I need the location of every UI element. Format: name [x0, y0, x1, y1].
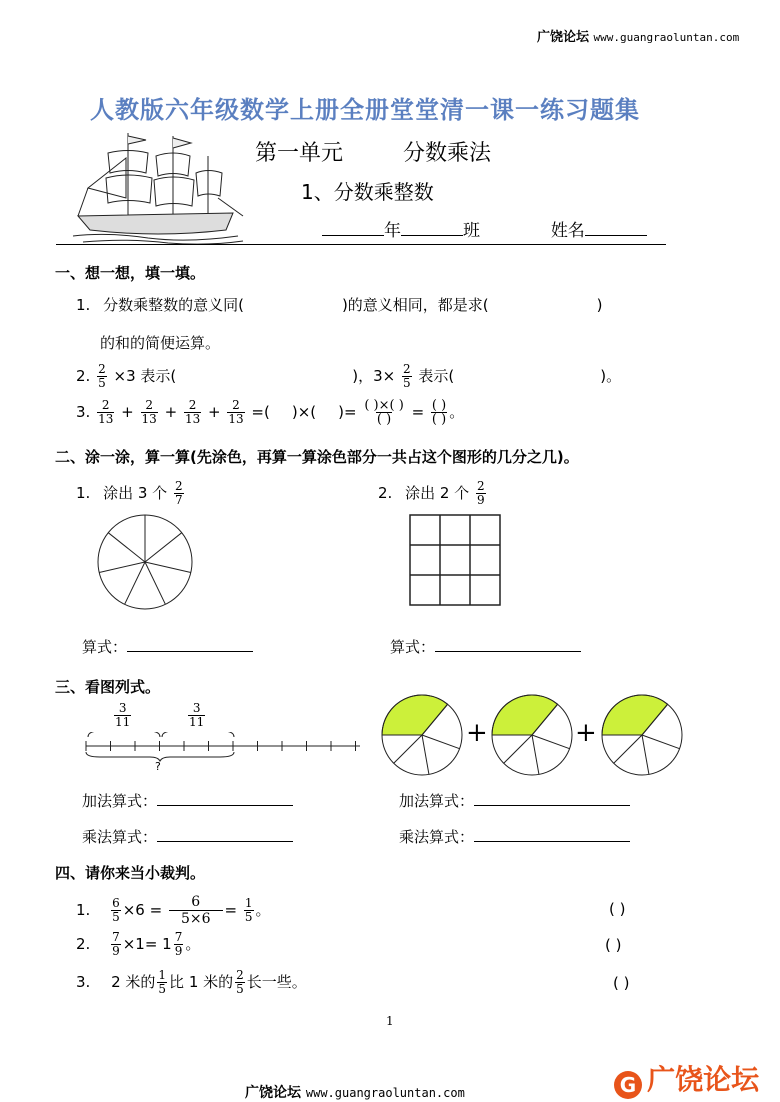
answer-fraction[interactable]: $\frac{( )}{( )}$ [431, 398, 447, 427]
year-label: 年 [384, 221, 401, 241]
fraction: $\frac{2}{13}$ [141, 398, 157, 426]
section2-heading: 二、涂一涂，算一算(先涂色，再算一算涂色部分一共占这个图形的几分之几)。 [55, 448, 579, 466]
logo-text: 广饶论坛 [647, 1063, 760, 1096]
s4-q1-judge[interactable]: ( ) [609, 900, 626, 918]
footer-logo[interactable] [614, 1058, 759, 1099]
pie-divider [532, 735, 539, 774]
number-line [80, 732, 370, 766]
plus-sign: + [466, 718, 488, 748]
s2-formula-left: 算式： [82, 636, 253, 657]
answer-line[interactable] [127, 651, 253, 652]
header-site [537, 26, 739, 45]
s1-q2-text-d: )。 [600, 367, 622, 385]
shaded-circles [380, 690, 690, 780]
pie-divider [614, 735, 642, 763]
s4-q1: 1. $\frac{6}{5}$ ×6 = $\frac{6}{5\times 6}$ = $\frac{1}{5}$ 。 [76, 894, 271, 927]
fraction: $\frac{2}{5}$ [403, 362, 411, 390]
q-number: 3. [76, 973, 91, 991]
footer-site [245, 1082, 465, 1102]
answer-fraction[interactable]: $\frac{( )\times( )}{( )}$ [364, 398, 404, 427]
sector-divider [145, 562, 191, 572]
unit-heading [255, 136, 491, 167]
class-label: 班 [463, 221, 480, 241]
header-divider [56, 244, 666, 245]
pie-divider [504, 735, 532, 763]
answer-line[interactable] [474, 805, 630, 806]
q-number: 2. [76, 935, 91, 953]
pie-divider [642, 735, 649, 774]
section1-heading: 一、想一想，填一填。 [55, 264, 206, 282]
s3-mul-right: 乘法算式： [399, 826, 630, 847]
name-label: 姓名 [550, 221, 585, 241]
answer-line[interactable] [435, 651, 581, 652]
answer-line[interactable] [474, 841, 630, 842]
fraction: $\frac{2}{13}$ [228, 398, 244, 426]
s4-q2-judge[interactable]: ( ) [605, 936, 622, 954]
fraction: $\frac{2}{7}$ [174, 479, 183, 507]
s1-q2 [76, 362, 621, 390]
shaded-sector [602, 695, 667, 735]
s2-formula-right: 算式： [390, 636, 581, 657]
s1-q3: 3. $\frac{2}{13}$ + $\frac{2}{13}$ + $\frac{2}{13}$ + $\frac{2}{13}$ =( )×( )= $\frac{( )\times( )}{( )}$ = $\frac{( )}{( )}$ 。 [76, 398, 465, 427]
q-number: 1. [76, 484, 91, 502]
header-site-name: 广饶论坛 [537, 30, 590, 45]
grid-nine-parts[interactable] [409, 514, 503, 608]
unit-label: 第一单元 [255, 141, 344, 166]
answer-line[interactable] [157, 841, 293, 842]
page-title: 人教版六年级数学上册全册堂堂清一课一练习题集 [90, 96, 640, 124]
plus-sign: + [575, 718, 597, 748]
sector-divider [108, 533, 145, 562]
s1-q1-text-a: 分数乘整数的意义同( [103, 296, 244, 314]
q-number: 2. [76, 367, 91, 385]
s1-q2-text-a: ×3 表示( [113, 367, 177, 385]
fraction: $\frac{2}{9}$ [476, 479, 485, 507]
q-number: 2. [378, 484, 393, 502]
s1-q2-text-c: 表示( [418, 367, 455, 385]
s1-q3-eq: =( [251, 403, 270, 421]
s2-q1: 1. 涂出 3 个 $\frac{2}{7}$ [76, 479, 183, 507]
header-url[interactable]: www.guangraoluntan.com [593, 31, 740, 44]
lesson-title: 1、分数乘整数 [301, 180, 434, 204]
logo-icon: G [614, 1071, 642, 1099]
pie-divider [642, 735, 680, 749]
sector-divider [145, 562, 165, 604]
s4-q2: 2. $\frac{7}{9}$ ×1= 1 $\frac{7}{9}$ 。 [76, 930, 201, 958]
fraction: $\frac{2}{5}$ [98, 362, 106, 390]
s3-frac-right: $\frac{3}{11}$ [189, 701, 205, 729]
shaded-sector [492, 695, 557, 735]
question-mark: ? [155, 760, 161, 773]
q-number: 1. [76, 296, 91, 314]
q-number: 1. [76, 901, 91, 919]
s4-q3: 3. 2 米的 $\frac{1}{5}$ 比 1 米的 $\frac{2}{5}$ 长一些。 [76, 968, 307, 996]
s3-frac-left: $\frac{3}{11}$ [115, 701, 131, 729]
s1-q2-text-b: )，3× [352, 367, 396, 385]
shaded-sector [382, 695, 447, 735]
s3-mul-left: 乘法算式： [82, 826, 293, 847]
s2-q2: 2. 涂出 2 个 $\frac{2}{9}$ [378, 479, 485, 507]
footer-url[interactable]: www.guangraoluntan.com [305, 1086, 465, 1100]
s3-add-right: 加法算式： [399, 790, 630, 811]
page-number: 1 [386, 1014, 394, 1028]
q-number: 3. [76, 403, 91, 421]
pie-divider [394, 735, 422, 763]
s1-q1 [76, 294, 603, 315]
s4-q3-judge[interactable]: ( ) [613, 974, 630, 992]
fraction: $\frac{2}{13}$ [98, 398, 114, 426]
fraction: $\frac{2}{13}$ [184, 398, 201, 426]
answer-line[interactable] [157, 805, 293, 806]
section3-heading: 三、看图列式。 [55, 678, 161, 696]
pie-divider [422, 735, 429, 774]
pie-divider [532, 735, 570, 749]
s1-q1-text-b: )的意义相同，都是求( [341, 296, 489, 314]
s3-add-left: 加法算式： [82, 790, 293, 811]
sector-divider [145, 533, 182, 562]
circle-seven-parts[interactable] [95, 512, 195, 612]
s1-q1-text-c: ) [596, 296, 603, 314]
pie-divider [422, 735, 460, 749]
ship-illustration [68, 128, 248, 246]
unit-name: 分数乘法 [403, 141, 492, 166]
footer-site-name: 广饶论坛 [245, 1085, 301, 1101]
sector-divider [125, 562, 145, 604]
section4-heading: 四、请你来当小裁判。 [55, 864, 206, 882]
student-info-line [322, 216, 647, 241]
s1-q1-cont: 的和的简便运算。 [100, 334, 221, 352]
sector-divider [99, 562, 145, 572]
